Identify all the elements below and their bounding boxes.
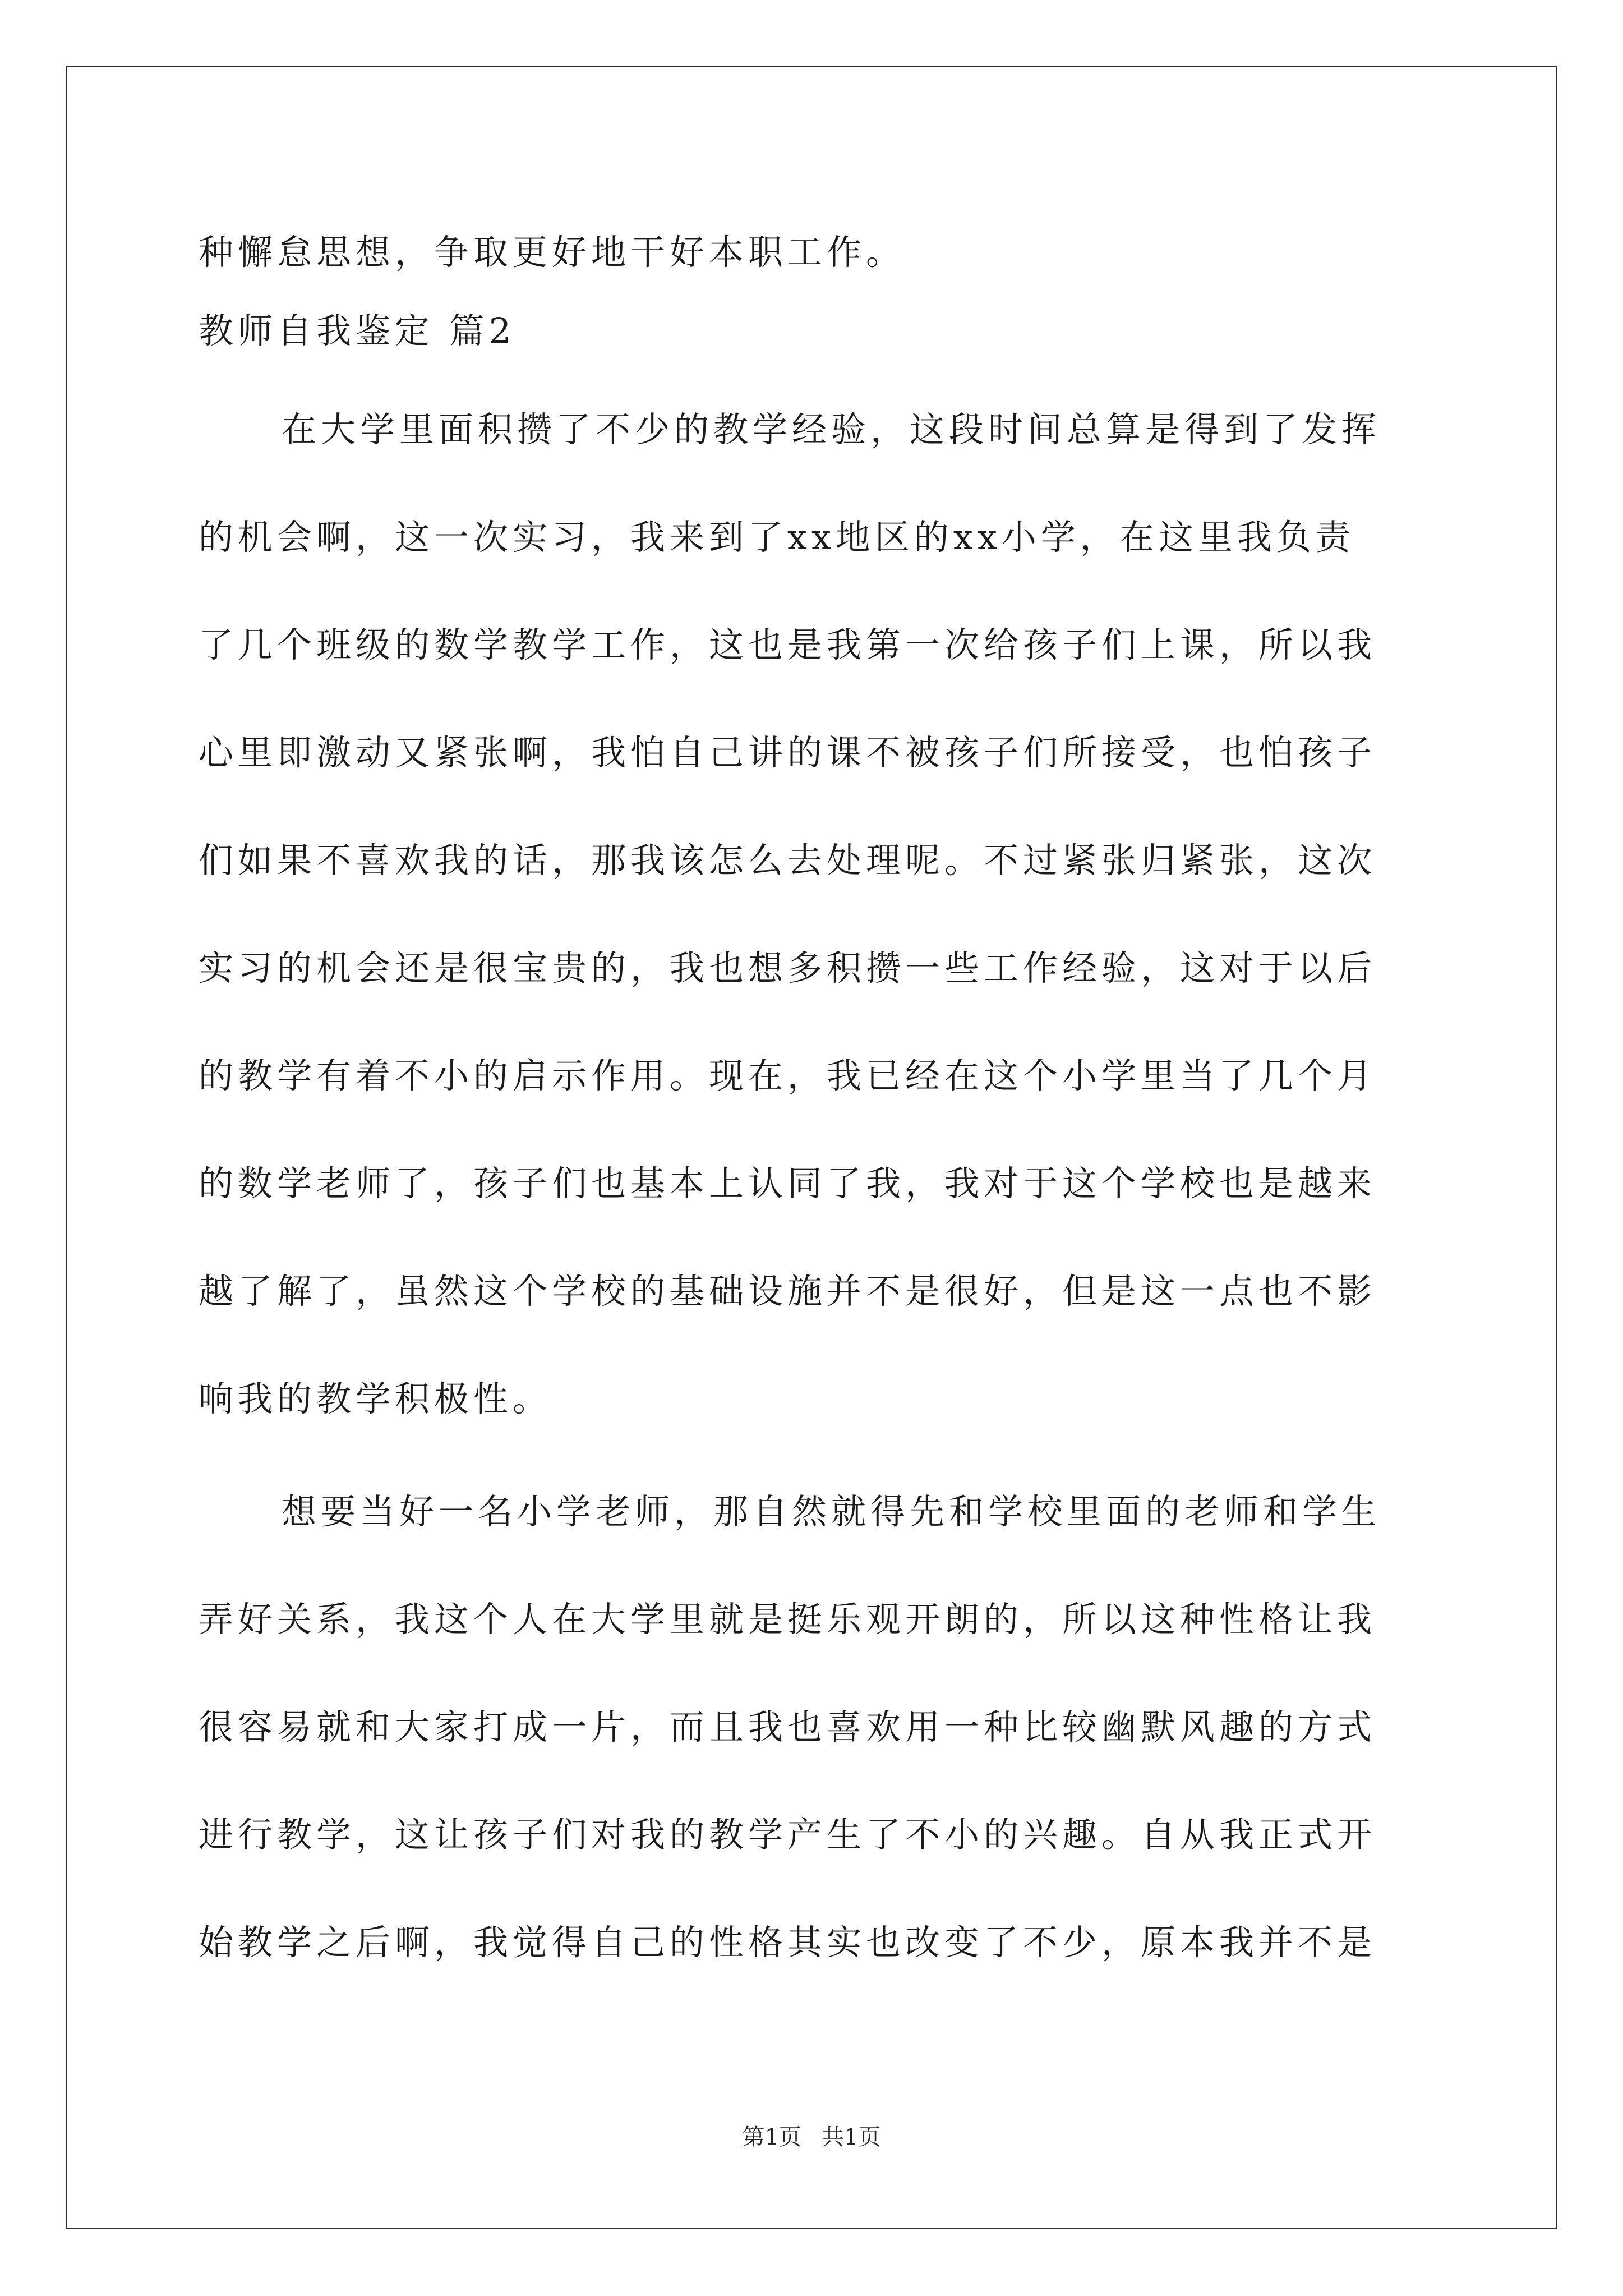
- paragraph-line: 的机会啊，这一次实习，我来到了xx地区的xx小学，在这里我负责: [199, 517, 1355, 558]
- opening-line: 种懈怠思想，争取更好地干好本职工作。: [199, 232, 906, 273]
- paragraph-line: 越了解了，虽然这个学校的基础设施并不是很好，但是这一点也不影: [199, 1271, 1377, 1312]
- paragraph-line: 心里即激动又紧张啊，我怕自己讲的课不被孩子们所接受，也怕孩子: [199, 732, 1377, 773]
- page-border: [66, 66, 1557, 2229]
- paragraph-line: 想要当好一名小学老师，那自然就得先和学校里面的老师和学生: [282, 1491, 1381, 1532]
- paragraph-line: 了几个班级的数学教学工作，这也是我第一次给孩子们上课，所以我: [199, 624, 1377, 665]
- page-number-current: 第1页: [742, 2124, 801, 2150]
- paragraph-line: 响我的教学积极性。: [199, 1378, 552, 1419]
- page-footer: [0, 2119, 1623, 2151]
- paragraph-line: 实习的机会还是很宝贵的，我也想多积攒一些工作经验，这对于以后: [199, 947, 1377, 988]
- paragraph-line: 很容易就和大家打成一片，而且我也喜欢用一种比较幽默风趣的方式: [199, 1706, 1377, 1747]
- paragraph-line: 弄好关系，我这个人在大学里就是挺乐观开朗的，所以这种性格让我: [199, 1599, 1377, 1640]
- paragraph-line: 在大学里面积攒了不少的教学经验，这段时间总算是得到了发挥: [282, 409, 1381, 450]
- paragraph-line: 的教学有着不小的启示作用。现在，我已经在这个小学里当了几个月: [199, 1055, 1377, 1096]
- paragraph-line: 进行教学，这让孩子们对我的教学产生了不小的兴趣。自从我正式开: [199, 1814, 1377, 1855]
- paragraph-line: 的数学老师了，孩子们也基本上认同了我，我对于这个学校也是越来: [199, 1163, 1377, 1204]
- paragraph-line: 始教学之后啊，我觉得自己的性格其实也改变了不少，原本我并不是: [199, 1922, 1377, 1963]
- paragraph-line: 们如果不喜欢我的话，那我该怎么去处理呢。不过紧张归紧张，这次: [199, 840, 1377, 881]
- section-title: 教师自我鉴定 篇2: [199, 310, 516, 351]
- page-number-total: 共1页: [822, 2124, 881, 2150]
